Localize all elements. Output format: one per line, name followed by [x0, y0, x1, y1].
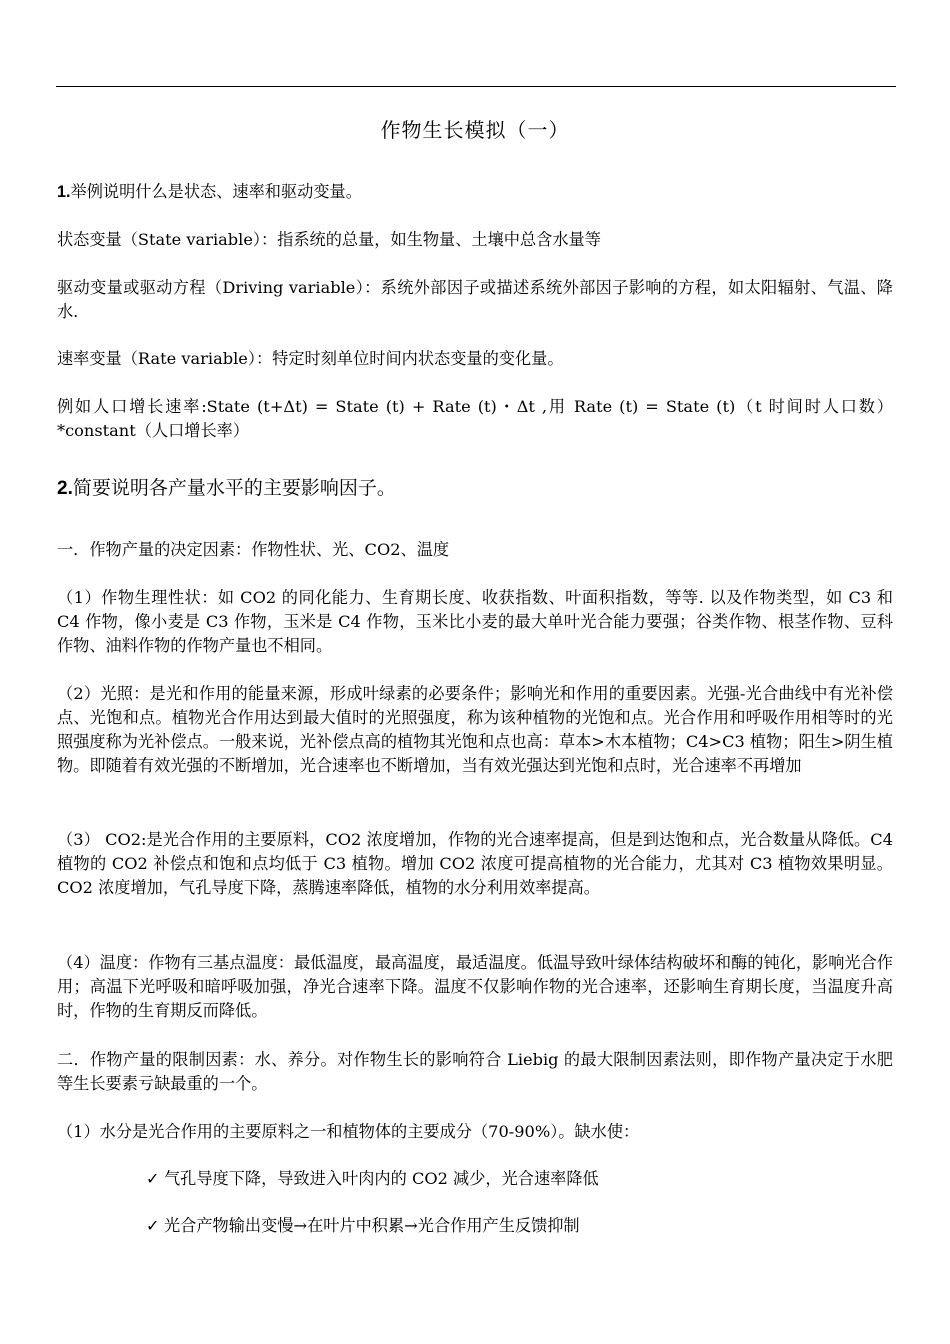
driving-variable-definition: 驱动变量或驱动方程（Driving variable）：系统外部因子或描述系统外部因子影响的方程，如太阳辐射、气温、降水.	[57, 278, 893, 321]
population-example: 例如人口增长速率:State (t+Δt) = State (t) + Rate (t)・Δt ,用 Rate (t) = State (t)（t 时间时人口数）*constant（人口增长率）	[57, 397, 893, 440]
question-1-number: 1.	[57, 183, 71, 201]
bullet-text: 光合产物输出变慢→在叶片中积累→光合作用产生反馈抑制	[164, 1216, 580, 1235]
state-variable-definition: 状态变量（State variable）：指系统的总量，如生物量、土壤中总含水量等	[57, 230, 601, 249]
document-title: 作物生长模拟（一）	[380, 118, 570, 142]
checkmark-icon: ✓	[146, 1216, 160, 1235]
section-1-heading: 一．作物产量的决定因素：作物性状、光、CO2、温度	[57, 540, 450, 559]
header-rule	[56, 86, 896, 87]
question-2-number: 2.	[57, 478, 73, 499]
question-2-text: 简要说明各产量水平的主要影响因子。	[72, 477, 396, 499]
bullet-item	[146, 1167, 599, 1191]
question-1	[57, 180, 893, 204]
question-2	[57, 476, 893, 501]
section-1-paragraph-light: （2）光照：是光和作用的能量来源，形成叶绿素的必要条件；影响光和作用的重要因素。光强-光合曲线中有光补偿点、光饱和点。植物光合作用达到最大值时的光照强度，称为该种植物的光饱和点。光合作用和呼吸作用相等时的光照强度称为光补偿点。一般来说，光补偿点高的植物其光饱和点也高：草本>木本植物；C4>C3 植物；阳生>阴生植物。即随着有效光强的不断增加，光合速率也不断增加，当有效光强达到光饱和点时，光合速率不再增加	[57, 684, 893, 775]
question-1-text: 举例说明什么是状态、速率和驱动变量。	[70, 182, 362, 201]
section-2-heading: 二．作物产量的限制因素：水、养分。对作物生长的影响符合 Liebig 的最大限制因素法则，即作物产量决定于水肥等生长要素亏缺最重的一个。	[57, 1050, 893, 1093]
section-1-paragraph-physiology: （1）作物生理性状：如 CO2 的同化能力、生育期长度、收获指数、叶面积指数，等等. 以及作物类型，如 C3 和 C4 作物，像小麦是 C3 作物，玉米是 C4 作物，玉米比小麦的最大单叶光合能力要强；谷类作物、根茎作物、豆科作物、油料作物的作物产量也不相同。	[57, 588, 893, 655]
bullet-text: 气孔导度下降，导致进入叶肉内的 CO2 减少，光合速率降低	[164, 1169, 599, 1188]
section-1-paragraph-co2: （3） CO2:是光合作用的主要原料，CO2 浓度增加，作物的光合速率提高，但是到达饱和点，光合数量从降低。C4 植物的 CO2 补偿点和饱和点均低于 C3 植物。增加 CO2 浓度可提高植物的光合能力，尤其对 C3 植物效果明显。CO2 浓度增加，气孔导度下降，蒸腾速率降低，植物的水分利用效率提高。	[57, 830, 893, 897]
section-2-paragraph-water: （1）水分是光合作用的主要原料之一和植物体的主要成分（70-90%）。缺水使：	[57, 1122, 640, 1141]
section-1-paragraph-temperature: （4）温度：作物有三基点温度：最低温度，最高温度，最适温度。低温导致叶绿体结构破坏和酶的钝化，影响光合作用；高温下光呼吸和暗呼吸加强，净光合速率下降。温度不仅影响作物的光合速率，还影响生育期长度，当温度升高时，作物的生育期反而降低。	[57, 953, 893, 1020]
rate-variable-definition: 速率变量（Rate variable）：特定时刻单位时间内状态变量的变化量。	[57, 349, 564, 368]
checkmark-icon: ✓	[146, 1169, 160, 1188]
bullet-item	[146, 1214, 580, 1238]
